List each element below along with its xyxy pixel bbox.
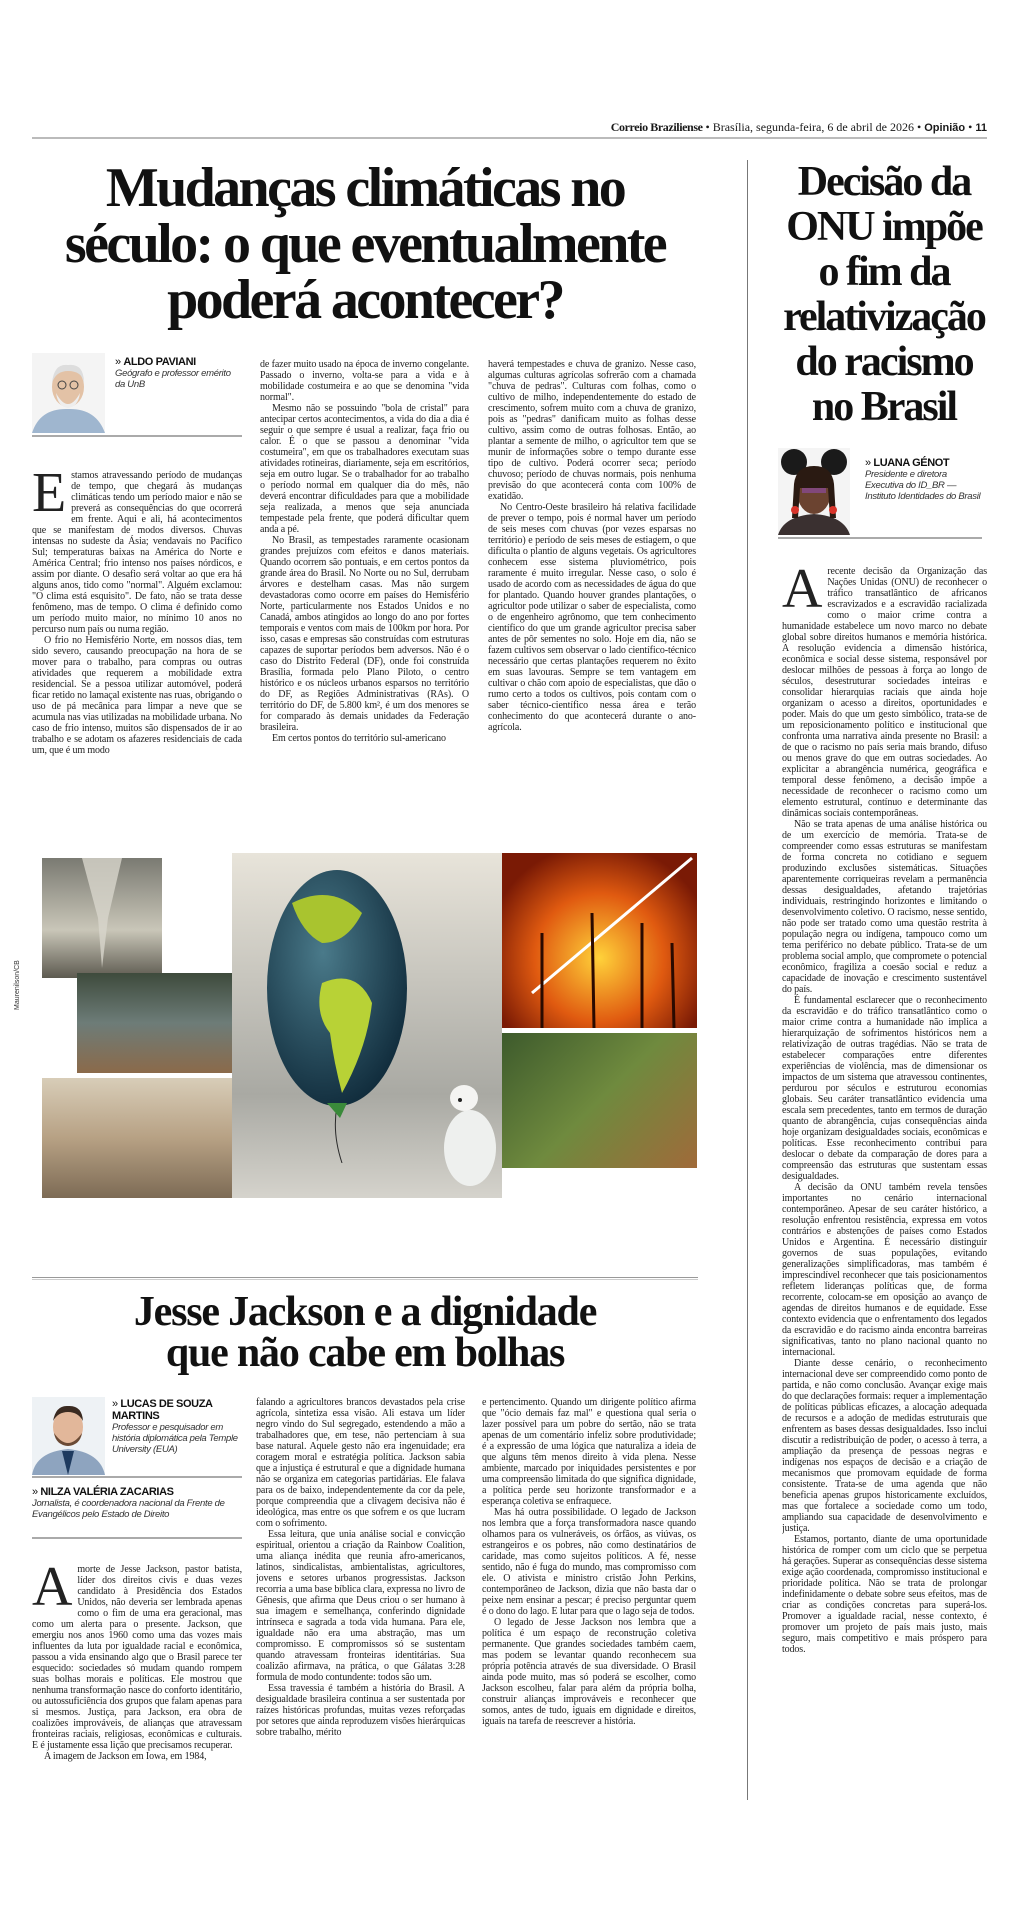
- article-climate-headline: [32, 157, 698, 331]
- paragraph: A imagem de Jackson em Iowa, em 1984,: [44, 1751, 207, 1762]
- headline-line: poderá acontecer?: [167, 269, 563, 331]
- article-onu-racism-headline: [770, 160, 998, 430]
- drop-cap: A: [32, 1564, 73, 1618]
- paragraph: O legado de Jesse Jackson nos lembra que a política é um espaço de reconstrução coletiva permanente. Que grandes sociedades também caem, mas podem se levantar quando reconhecem sua própria potência através de sua diversidade. O Brasil ainda pode muito, mas só poderá se escolher, como Jackson escolheu, falar para além da própria bolha, construir alianças improváveis e reconhecer que somos, antes de tudo, iguais em dignidade e direitos, iguais na tarefa de reescrever a história.: [482, 1617, 696, 1727]
- author-role: Professor e pesquisador em história diplomática pela Temple University (EUA): [112, 1422, 238, 1455]
- paragraph: Essa leitura, que unia análise social e convicção espiritual, orientou a criação da Rainbow Coalition, uma aliança inédita que reunia afro-americanos, latinos, sindicalistas, ambientalistas, agricultores, jovens e setores urbanos progressistas. Jackson recorria a uma base bíblica clara, expressa no livro de Gênesis, que afirma que Deus criou o ser humano à sua imagem e semelhança, conferindo dignidade intrínseca e sagrada a toda vida humana. Para ele, igualdade não era uma abstração, mas um compromisso. E compromissos só se sustentam quando atravessam fronteiras identitárias. Sua coalizão afirmava, na prática, o que Gálatas 3:28 formula de modo contundente: todos são um.: [256, 1529, 465, 1683]
- article-climate-column-1: [32, 470, 242, 782]
- headline-line: relativização: [783, 294, 985, 340]
- author-role: Presidente e diretora Executiva do ID_BR — Instituto Identidades do Brasil: [865, 469, 981, 502]
- headline-line: Decisão da: [797, 159, 971, 205]
- paragraph: e pertencimento. Quando um dirigente político afirma que "ócio demais faz mal" e questiona qual seria o lazer possível para um pobre do sertão, não se trata apenas de um comentário infeliz sobre produtividade; é a expressão de uma lógica que naturaliza a ideia de que alguns têm menos direito à vida plena. Nesse ambiente, marcado por iniquidades persistentes e por uma compreensão limitada do que significa dignidade, a política perde seu horizonte transformador e a esperança coletiva se enfraquece.: [482, 1397, 696, 1507]
- section-rule: [32, 1277, 698, 1280]
- article-jesse-jackson-column-2: [256, 1397, 465, 1800]
- byline-aldo-paviani: [115, 356, 235, 390]
- headline-line: que não cabe em bolhas: [165, 1330, 565, 1376]
- byline-luana-genot: [865, 457, 985, 502]
- byline-rule: [32, 435, 242, 437]
- article-jesse-jackson-column-1: [32, 1564, 242, 1800]
- paragraph: Mas há outra possibilidade. O legado de Jackson nos lembra que a força transformadora nasce quando olhamos para os vulneráveis, os órfãos, as viúvas, os estrangeiros e os pobres, não como destinatários de caridade, mas como sujeitos políticos. A fé, nesse sentido, não é fuga do mundo, mas compromisso com ele. O ativista e ministro cristão John Perkins, contemporâneo de Jackson, dizia que não basta dar o peixe nem ensinar a pescar; é preciso perguntar quem é o dono do lago. E lutar para que o lago seja de todos.: [482, 1507, 696, 1617]
- author-photo-aldo-paviani: [32, 353, 105, 433]
- drop-cap: E: [32, 470, 67, 524]
- paragraph: Em certos pontos do território sul-americano: [272, 733, 446, 744]
- wildfire-photo: [502, 853, 697, 1028]
- headline-line: do racismo: [795, 339, 973, 385]
- author-role: Geógrafo e professor emérito da UnB: [115, 368, 231, 390]
- paragraph-text: stamos atravessando período de mudanças de tempo, que chegará às mudanças climáticas tendo um período maior e não se preverá as consequências do que ocorrerá em frente. Aqui e ali, há acontecimentos que se manifestam de modos diversos. Chuvas intensas no sudeste da Ásia; vendavais no Pacífico Sul; temperaturas baixas na América do Norte e América Central; frio intenso nos países nórdicos, e assim por diante. O desafio será voltar ao que era há alguns anos, tido como "normal". Alguém exclamou: "O clima está esquisito". De fato, não se trata desse fenômeno, mas de tempo. O clima é definido como um período muito maior, no mínimo 10 anos no percurso num país ou numa região.: [32, 470, 242, 635]
- article-climate-column-2: [260, 359, 469, 782]
- deforestation-photo: [502, 1033, 697, 1168]
- headline-line: ONU impõe: [786, 204, 982, 250]
- tornado-photo: [42, 858, 162, 978]
- paragraph: No Centro-Oeste brasileiro há relativa facilidade de prever o tempo, pois é normal haver um período de seis meses com chuvas (por vezes esparsas no território) e período de seis meses de estiagem, o que dificulta o plantio de alguns vegetais. Os agricultores conhecem esse sistema pluviométrico, pois raramente é muito irregular. Nesse caso, o solo é usado de acordo com as necessidades de água do que for plantado. Quando houver grandes plantações, o agricultor pode utilizar o saber de especialista, como o de engenheiro agrônomo, que tem conhecimento científico do que um grande agricultor precisa saber antes de pôr sementes no solo. Hoje em dia, não se fazem cultivos sem observar o lado científico-técnico necessário que certas plantações requerem no êxito em suas lavouras. Sempre se tem vantagem em cultivar o chão com apoio de especialistas, que dão o rumo certo a todos os cultivos, pois contam com o saber técnico-científico nessa área e terão conhecimento do que acontecerá durante o ano-agrícola.: [488, 502, 696, 733]
- earth-balloon: [262, 863, 412, 1143]
- article-climate-column-3: [488, 359, 696, 782]
- author-name: » ALDO PAVIANI: [115, 356, 235, 368]
- drop-cap: A: [782, 566, 823, 620]
- polar-bear-image: [432, 1068, 502, 1188]
- byline-rule: [778, 537, 982, 539]
- author-role: Jornalista, é coordenadora nacional da Frente de Evangélicos pelo Estado de Direito: [32, 1498, 225, 1520]
- paragraph: [782, 566, 987, 819]
- page-number: 11: [975, 122, 987, 134]
- paragraph: Diante desse cenário, o reconhecimento internacional deve ser compreendido como ponto de partida, e não como conclusão. Avançar exige mais do que declarações formais: requer a implementação de políticas públicas eficazes, a alocação adequada de recursos e a adoção de medidas estruturais que enfrentem as bases dessas desigualdades. Isso inclui discutir a redistribuição de poder, o acesso à terra, a ampliação da presença de pessoas negras e indígenas nos espaços de decisão e a criação de mecanismos que promovam equidade de forma consistente. Trata-se de uma agenda que não beneficia apenas grupos historicamente excluídos, mas que fortalece a sociedade como um todo, ampliando sua capacidade de desenvolvimento e justiça.: [782, 1358, 987, 1534]
- author-name: » LUANA GÉNOT: [865, 457, 985, 469]
- flood-photo: [77, 973, 237, 1073]
- article-jesse-jackson-column-3: [482, 1397, 696, 1800]
- paragraph: Mesmo não se possuindo "bola de cristal" para antecipar certos acontecimentos, a vida do dia a dia é seguir o que sempre é usual a realizar, faça frio ou calor. É o que se passou a denominar "vida costumeira", em que os trabalhadores executam suas atividades rotineiras, diariamente, seja em escritórios, seja em outro lugar. Se o trabalhador for ao trabalho o período normal em qualquer dia do mês, não deverá encontrar dificuldades para que a mobilidade seja realizada, a menos que seja anunciada tempestade pela frente, que poderá dificultar quem anda a pé.: [260, 403, 469, 535]
- header-rule: [32, 137, 987, 139]
- paragraph: É fundamental esclarecer que o reconhecimento da escravidão e do tráfico transatlântico como o maior crime contra a humanidade não implica a hierarquização de sofrimentos históricos nem a relativização de outras tragédias. Não se trata de estabelecer comparações entre diferentes experiências de violência, mas de dimensionar os impactos de um sistema que atravessou continentes, perdurou por séculos e estruturou economias globais. Seu caráter transatlântico evidencia uma escala sem precedentes, tanto em termos de duração quanto de abrangência, cujas consequências ainda hoje organizam desigualdades sociais, econômicas e políticas. Esse reconhecimento contribui para deslocar o debate da comparação de dores para a compreensão das estruturas que sustentam essas desigualdades.: [782, 995, 987, 1182]
- newspaper-name: Correio Braziliense: [610, 120, 703, 134]
- author-name: » LUCAS DE SOUZA MARTINS: [112, 1398, 242, 1422]
- paragraph: Estamos, portanto, diante de uma oportunidade histórica de romper com um ciclo que se perpetua há gerações. Superar as consequências desse sistema exige ação coordenada, compromisso institucional e prioridade política. Não se trata de prolongar indefinidamente o debate sobre seus efeitos, mas de criar as condições concretas para superá-los. Promover a igualdade racial, nesse contexto, é promover um projeto de país mais justo, mais seguro, mais competitivo e mais próspero para todos.: [782, 1534, 987, 1655]
- headline-line: Jesse Jackson e a dignidade: [133, 1289, 597, 1335]
- column-divider: [747, 160, 748, 1800]
- headline-line: o fim da: [818, 249, 950, 295]
- paragraph: [32, 1564, 242, 1751]
- article-onu-racism-column: [782, 566, 987, 1802]
- climate-collage-illustration: [32, 833, 698, 1208]
- headline-line: Mudanças climáticas no: [105, 157, 625, 219]
- paragraph: [32, 470, 242, 635]
- paragraph: O frio no Hemisfério Norte, em nossos dias, tem sido severo, causando preocupação na hora de se mover para o trabalho, para compras ou outras atividades que requerem a mobilidade extra residencial. Se a pessoa utilizar automóvel, poderá ficar retido no lamaçal existente nas ruas, obrigando o uso de pá mecânica para limpar a neve que se acumula nas vias utilizadas na mobilidade urbana. No caso de frio intenso, muitos são dispensados de ir ao trabalho e se adotam os afazeres residenciais de cada um, que é um modo: [32, 635, 242, 756]
- paragraph: haverá tempestades e chuva de granizo. Nesse caso, algumas culturas agrícolas sofrerão com a chamada "chuva de pedras". Culturas com folhas, como o cultivo de milho, independentemente do estado de crescimento, sofrem muito com a chuva de granizo, pois as "pedras" danificam muito as folhas desse cultivo, assim como de outras folhosas. Então, ao plantar a semente de milho, o agricultor tem que se munir de informações sobre o tempo durante esse tipo de cultivo. Poderá ocorrer seca; período chuvoso; período de chuvas normais, pois nenhuma previsão do que acontecerá conta com 100% de exatidão.: [488, 359, 696, 502]
- paragraph: A decisão da ONU também revela tensões importantes no cenário internacional contemporâneo. Apesar de seu caráter histórico, a resolução enfrentou resistência, expressa em votos contrários e abstenções de países como Estados Unidos e Argentina. É necessário distinguir governos de suas populações, evitando generalizações simplificadoras, mas também é imprescindível reconhecer que tais posicionamentos refletem lideranças políticas que, de forma recorrente, colocam-se em oposição ao avanço de agendas de direitos humanos e de equidade. Esse contexto evidencia que o enfrentamento dos legados da escravidão e do racismo ainda encontra barreiras significativas, tanto no plano nacional quanto no internacional.: [782, 1182, 987, 1358]
- page-header: Correio Braziliense • Brasília, segunda-feira, 6 de abril de 2026 • Opinião • 11: [610, 120, 987, 134]
- paragraph-text: morte de Jesse Jackson, pastor batista, líder dos direitos civis e duas vezes candidato à Presidência dos Estados Unidos, não deveria ser lembrada apenas como o fim de uma era geracional, mas como um alerta para o presente. Jackson, que emergiu nos anos 1960 como uma das vozes mais influentes da luta por igualdade racial e econômica, passou a vida ensinando algo que o Brasil parece ter esquecido: sociedades só mudam quando rompem suas bolhas morais e políticas. Ele mostrou que nenhuma transformação nasce do conforto identitário, ou autossuficiência dos grupos que falam apenas para si mesmos. Justiça, para Jackson, era obra de coalizões improváveis, de alianças que atravessam fronteiras raciais, religiosas, econômicas e culturais. E é justamente essa lição que precisamos recuperar.: [32, 1564, 242, 1751]
- byline-rule: [32, 1537, 242, 1539]
- author-photo-lucas-martins: [32, 1397, 105, 1475]
- byline-lucas-martins: [112, 1398, 242, 1455]
- headline-line: no Brasil: [811, 384, 957, 430]
- paragraph-text: recente decisão da Organização das Nações Unidas (ONU) de reconhecer o tráfico transatlântico de africanos escravizados e a escravidão racializada como o maior crime contra a humanidade estabelece um novo marco no debate global sobre direitos humanos e memória histórica. A resolução evidencia a dimensão histórica, econômica e social desse sistema, responsável por deslocar milhões de pessoas à força ao longo de séculos, desestruturar sociedades inteiras e consolidar hierarquias raciais que ainda hoje organizam o acesso a direitos, oportunidades e poder. Mais do que um gesto simbólico, trata-se de um reposicionamento político e institucional que confronta uma narrativa ainda presente no Brasil: a de que o racismo no país seria mais brando, difuso ou menos grave do que em outras sociedades. Ao explicitar a abrangência numérica, geográfica e temporal desse fenômeno, a decisão impõe a necessidade de reconhecer o racismo como um elemento estrutural, contínuo e determinante das dinâmicas sociais contemporâneas.: [782, 566, 987, 819]
- paragraph: No Brasil, as tempestades raramente ocasionam grandes prejuízos com efeitos e danos materiais. Quando ocorrem são pontuais, e em certos pontos da grande área do Brasil. No Norte ou no Sul, derrubam árvores e destelham casas. Mas não surgem devastadoras como ocorre em países do Hemisfério Norte, particularmente nos Estados Unidos e no Canadá, ambos atingidos ao longo do ano por fortes temporais e ventos com mais de 100km por hora. Por isso, casas e empresas são construídas com estruturas capazes de suportar períodos bem adversos. Não é o caso do Distrito Federal (DF), onde foi construída Brasília, formada pelo Plano Piloto, o centro histórico e os núcleos urbanos esparsos no território do DF, as Regiões Administrativas (RAs). O território do DF, de 5.800 km², é um dos menores se for comparado às demais unidades da Federação brasileira.: [260, 535, 469, 733]
- paragraph: de fazer muito usado na época de inverno congelante. Passado o inverno, volta-se para a vida e à mobilidade costumeira e ao que se denomina "vida normal".: [260, 359, 469, 403]
- article-jesse-jackson-headline: [32, 1289, 698, 1376]
- paragraph: Não se trata apenas de uma análise histórica ou de um exercício de memória. Trata-se de compreender como essas estruturas se manifestam de forma concreta no cotidiano e seguem produzindo exclusões sistemáticas. Situações aparentemente corriqueiras revelam a permanência dessas desigualdades, afetando trajetórias individuais, restringindo horizontes e limitando o desenvolvimento coletivo. O racismo, nesse sentido, não pode ser tratado como uma questão restrita à população negra ou indígena, tampouco como um tema periférico no debate público. Trata-se de um problema social amplo, que compromete o potencial econômico, fragiliza a coesão social e reduz a capacidade de inovação e crescimento sustentável do país.: [782, 819, 987, 995]
- byline-nilza-zacarias: [32, 1486, 244, 1520]
- byline-rule: [32, 1476, 242, 1478]
- dateline: Brasília, segunda-feira, 6 de abril de 2026: [712, 120, 914, 134]
- paragraph: falando a agricultores brancos devastados pela crise agrícola, sintetiza essa visão. Ali estava um líder negro vindo do Sul segregado, estendendo a mão a trabalhadores que, em tese, não pertenciam à sua base natural. Aquele gesto não era ingenuidade; era coragem moral e estratégia política. Jackson sabia que a injustiça é estrutural e que a dignidade humana não se organiza em categorias partidárias. Ele falava para os de baixo, independentemente da cor da pele, porque compreendia que a clivagem decisiva não é ideológica, mas entre os que sofrem e os que lucram com o sofrimento.: [256, 1397, 465, 1529]
- drought-lake-photo: [42, 1078, 237, 1198]
- illustration-credit: Maurenilson/CB: [14, 960, 21, 1010]
- headline-line: século: o que eventualmente: [64, 213, 666, 275]
- paragraph: Essa travessia é também a história do Brasil. A desigualdade brasileira continua a ser sustentada por raízes históricas profundas, muitas vezes reforçadas por setores que ainda reproduzem visões hierárquicas sobre trabalho, mérito: [256, 1683, 465, 1738]
- author-photo-luana-genot: [778, 448, 850, 535]
- author-name: » NILZA VALÉRIA ZACARIAS: [32, 1486, 244, 1498]
- section-name: Opinião: [924, 122, 966, 134]
